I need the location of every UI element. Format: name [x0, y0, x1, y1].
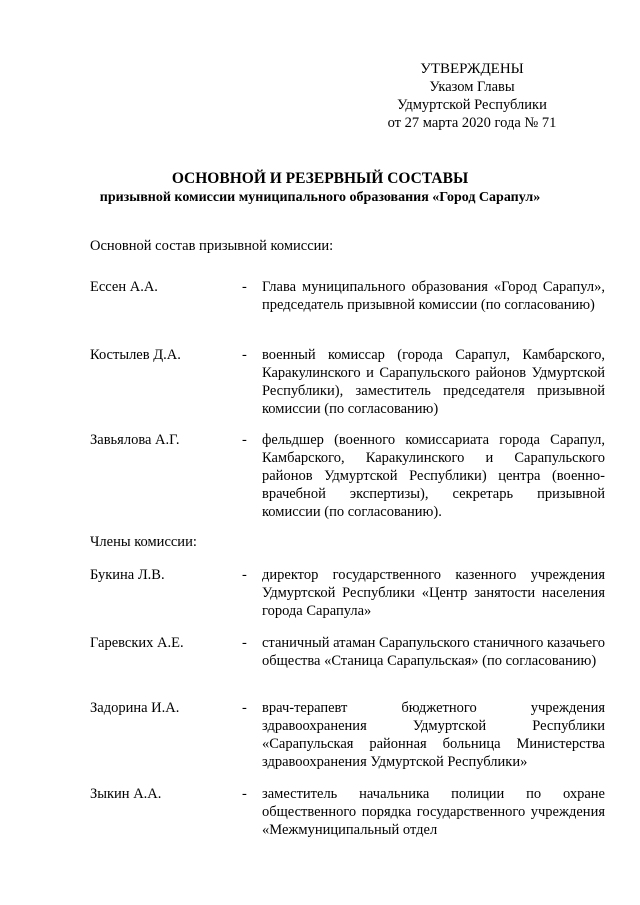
approval-heading: УТВЕРЖДЕНЫ [420, 61, 524, 77]
member-role: заместитель начальника полиции по охране общественного порядка государственного учреждения «Межмуниципальный отдел [262, 786, 605, 838]
member-name: Завьялова А.Г. [90, 432, 180, 448]
approval-republic: Удмуртской Республики [397, 97, 547, 113]
member-name: Ессен А.А. [90, 279, 158, 295]
document-title: ОСНОВНОЙ И РЕЗЕРВНЫЙ СОСТАВЫ [171, 170, 469, 187]
member-name: Задорина И.А. [90, 700, 180, 716]
member-name: Зыкин А.А. [90, 786, 162, 802]
member-name: Костылев Д.А. [90, 347, 181, 363]
approval-decree: Указом Главы [429, 79, 515, 95]
member-role: военный комиссар (города Сарапул, Камбарского, Каракулинского и Сарапульского районов Удмуртской Республики), заместитель председателя призывной комиссии (по согласованию) [262, 347, 605, 417]
member-role: фельдшер (военного комиссариата города Сарапул, Камбарского, Каракулинского и Сарапульского районов Удмуртской Республики) центра (военно-врачебной экспертизы), секретарь призывной комиссии (по согласованию). [262, 432, 605, 520]
section-commission-members: Члены комиссии: [90, 534, 197, 550]
member-role: станичный атаман Сарапульского станичного казачьего общества «Станица Сарапульская» (по согласованию) [262, 635, 605, 669]
member-dash: - [242, 700, 247, 716]
member-dash: - [242, 432, 247, 448]
member-dash: - [242, 567, 247, 583]
member-name: Гаревских А.Е. [90, 635, 184, 651]
member-dash: - [242, 347, 247, 363]
member-dash: - [242, 279, 247, 295]
member-dash: - [242, 635, 247, 651]
document-title-block [0, 169, 640, 207]
member-name: Букина Л.В. [90, 567, 165, 583]
document-subtitle: призывной комиссии муниципального образования «Город Сарапул» [99, 190, 541, 205]
member-role: директор государственного казенного учреждения Удмуртской Республики «Центр занятости населения города Сарапула» [262, 567, 605, 619]
member-role: Глава муниципального образования «Город Сарапул», председатель призывной комиссии (по согласованию) [262, 279, 605, 313]
member-role: врач-терапевт бюджетного учреждения здравоохранения Удмуртской Республики «Сарапульская районная больница Министерства здравоохранения Удмуртской Республики» [262, 700, 605, 770]
approval-date: от 27 марта 2020 года № 71 [387, 115, 557, 131]
member-dash: - [242, 786, 247, 802]
approval-block [380, 60, 564, 132]
section-main-composition: Основной состав призывной комиссии: [90, 238, 334, 254]
